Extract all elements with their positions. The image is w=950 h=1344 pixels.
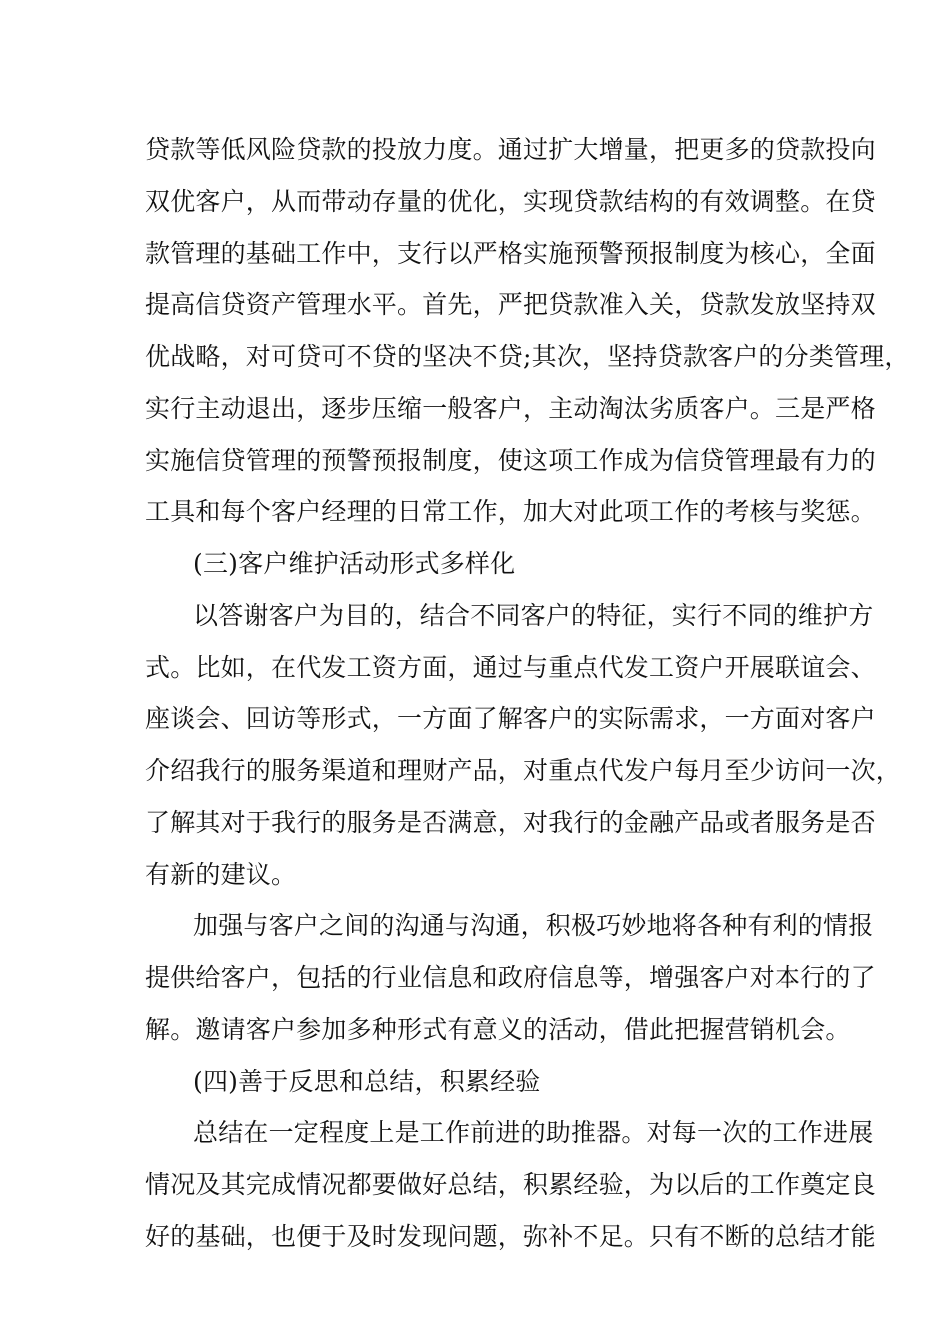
paragraph-line: 有新的建议。 (145, 860, 297, 889)
paragraph-line: 提供给客户，包括的行业信息和政府信息等，增强客户对本行的了 (145, 963, 876, 992)
paragraph-line: 座谈会、回访等形式，一方面了解客户的实际需求，一方面对客户 (145, 704, 876, 733)
paragraph-line: 式。比如，在代发工资方面，通过与重点代发工资户开展联谊会、 (145, 653, 876, 682)
paragraph-line: 介绍我行的服务渠道和理财产品，对重点代发户每月至少访问一次， (145, 756, 902, 785)
section-heading: (三)客户维护活动形式多样化 (193, 549, 516, 578)
paragraph-line: 情况及其完成情况都要做好总结，积累经验，为以后的工作奠定良 (145, 1170, 876, 1199)
paragraph-line: 双优客户，从而带动存量的优化，实现贷款结构的有效调整。在贷 (145, 187, 876, 216)
paragraph-line: 工具和每个客户经理的日常工作，加大对此项工作的考核与奖惩。 (145, 497, 876, 526)
paragraph-line: 加强与客户之间的沟通与沟通，积极巧妙地将各种有利的情报 (193, 911, 874, 940)
paragraph-line: 解。邀请客户参加多种形式有意义的活动，借此把握营销机会。 (145, 1015, 851, 1044)
paragraph-line: 了解其对于我行的服务是否满意，对我行的金融产品或者服务是否 (145, 808, 876, 837)
paragraph-line: 以答谢客户为目的，结合不同客户的特征，实行不同的维护方 (193, 601, 874, 630)
paragraph-line: 好的基础，也便于及时发现问题，弥补不足。只有不断的总结才能 (145, 1222, 876, 1251)
paragraph-line: 款管理的基础工作中，支行以严格实施预警预报制度为核心，全面 (145, 239, 876, 268)
section-heading: (四)善于反思和总结，积累经验 (193, 1067, 541, 1096)
paragraph-line: 总结在一定程度上是工作前进的助推器。对每一次的工作进展 (193, 1118, 874, 1147)
paragraph-line: 优战略，对可贷可不贷的坚决不贷;其次，坚持贷款客户的分类管理， (145, 342, 910, 371)
paragraph-line: 实施信贷管理的预警预报制度，使这项工作成为信贷管理最有力的 (145, 446, 876, 475)
paragraph-line: 提高信贷资产管理水平。首先，严把贷款准入关，贷款发放坚持双 (145, 290, 876, 319)
paragraph-line: 实行主动退出，逐步压缩一般客户，主动淘汰劣质客户。三是严格 (145, 394, 876, 423)
paragraph-line: 贷款等低风险贷款的投放力度。通过扩大增量，把更多的贷款投向 (145, 135, 876, 164)
